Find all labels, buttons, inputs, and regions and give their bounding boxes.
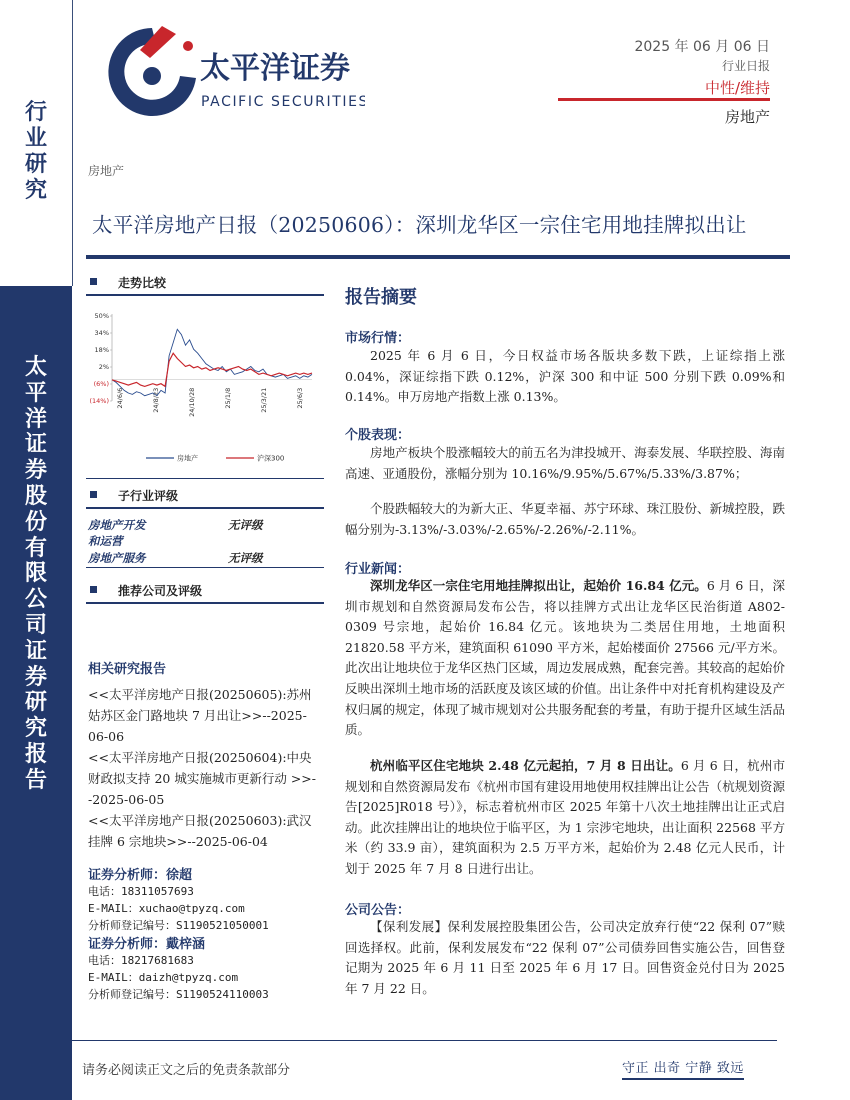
- title-divider: [86, 255, 790, 259]
- analyst-phone: 电话：18217681683: [88, 954, 194, 967]
- sidebar-label-industry-research: 行 业 研 究: [24, 100, 47, 203]
- company-paragraph: 【保利发展】保利发展控股集团公告，公司决定放弃行使“22 保利 07”赎回选择权。此前，保利发展发布“22 保利 07”公司债券回售实施公告，回售登记期为 2025 年 6 月 11 日至 2025 年 6 月 17 日。回售资金兑付日为 2025 年 7 月 22 日。: [345, 919, 785, 996]
- chart-bottom-rule: [86, 478, 324, 479]
- section-bullet-icon: [90, 586, 97, 593]
- stock-paragraph: 房地产板块个股涨幅较大的前五名为津投城开、海泰发展、华联控股、海南高速、亚通股份，涨幅分别为 10.16%/9.95%/5.67%/5.33%/3.87%；: [345, 445, 785, 481]
- analyst-name: 证券分析师：戴梓涵: [88, 937, 206, 952]
- sub-rating-name: 和运营: [88, 534, 123, 548]
- report-type: 行业日报: [721, 59, 770, 73]
- sub-rating-value: 无评级: [228, 551, 263, 565]
- market-paragraph: 2025 年 6 月 6 日，今日权益市场各版块多数下跌，上证综指上涨 0.04%，深证综指下跌 0.12%，沪深 300 和中证 500 分别下跌 0.09%和 0.14%。申万房地产指数上涨 0.13%。: [345, 348, 785, 405]
- chart-x-tick-label: 25/6/3: [296, 387, 304, 409]
- company-heading: 公司公告：: [345, 903, 411, 918]
- chart-series-line: [112, 353, 312, 386]
- section-bullet-icon: [90, 491, 97, 498]
- recommend-heading: 推荐公司及评级: [118, 584, 203, 598]
- chart-x-tick-label: 25/1/8: [224, 387, 232, 409]
- analyst-name: 证券分析师：徐超: [88, 868, 193, 883]
- logo-mark-icon: [100, 20, 365, 130]
- page-title: 太平洋房地产日报（20250606）：深圳龙华区一宗住宅用地挂牌拟出让: [92, 213, 747, 237]
- sub-rating-rule: [86, 507, 324, 509]
- related-report-link[interactable]: <<太平洋房地产日报(20250603):武汉挂牌 6 宗地块>>--2025-06-04: [88, 813, 312, 849]
- footer-divider: [72, 1040, 777, 1041]
- summary-title: 报告摘要: [345, 287, 417, 308]
- analyst-reg-number: 分析师登记编号：S1190521050001: [88, 919, 269, 932]
- footer-motto: 守正 出奇 宁静 致远: [622, 1057, 744, 1080]
- trend-chart: [86, 306, 324, 471]
- news-heading: 行业新闻：: [345, 562, 411, 577]
- chart-x-tick-label: 24/10/28: [188, 387, 196, 417]
- industry-small-label: 房地产: [88, 164, 125, 178]
- analyst-email[interactable]: E-MAIL：xuchao@tpyzq.com: [88, 902, 245, 915]
- chart-y-tick-label: 2%: [98, 363, 109, 371]
- chart-y-tick-label: 18%: [94, 346, 109, 354]
- sub-rating-heading: 子行业评级: [118, 489, 179, 503]
- stock-heading: 个股表现：: [345, 428, 411, 443]
- sidebar-label-company: 太 平 洋 证 券 股 份 有 限 公 司 证 券 研 究 报 告: [24, 355, 47, 793]
- sub-rating-name: 房地产开发: [88, 518, 146, 532]
- svg-text:太平洋证券: 太平洋证券: [200, 51, 350, 86]
- market-heading: 市场行情：: [345, 331, 411, 346]
- recommend-rule: [86, 602, 324, 604]
- trend-rule: [86, 294, 324, 296]
- news-body: 6 月 6 日，杭州市规划和自然资源局发布《杭州市国有建设用地使用权挂牌出让公告（杭规划资源告[2025]R018 号）》，标志着杭州市区 2025 年第十八次土地挂牌出让正式启动。此次挂牌出让的地块位于临平区，为 1 宗涉宅地块，出让面积 22568 平方米（约 33.9 亩），建筑面积为 2.5 万平方米，起始价为 2.48 亿元人民币，计划于 2025 年 7 月 8 日进行出让。: [345, 758, 785, 876]
- trend-heading: 走势比较: [118, 276, 167, 290]
- news-headline: 深圳龙华区一宗住宅用地挂牌拟出让，起始价 16.84 亿元。: [370, 578, 707, 593]
- related-report-link[interactable]: <<太平洋房地产日报(20250605):苏州姑苏区金门路地块 7 月出让>>--2025-06-06: [88, 687, 312, 744]
- chart-x-tick-label: 25/3/21: [260, 387, 268, 413]
- related-reports-heading: 相关研究报告: [88, 662, 167, 677]
- sidebar-bottom-band: [0, 286, 72, 1100]
- chart-y-tick-label: 34%: [94, 329, 109, 337]
- chart-x-tick-label: 24/8/23: [152, 387, 160, 413]
- company-logo: [100, 20, 365, 130]
- svg-text:PACIFIC SECURITIES: PACIFIC SECURITIES: [201, 94, 365, 110]
- news-body: 6 月 6 日，深圳市规划和自然资源局发布公告，将以挂牌方式出让龙华区民治街道 A802-0309 号宗地，起始价 16.84 亿元。该地块为二类居住用地，土地面积 21820.58 平方米，建筑面积 61090 平方米，起始楼面价 27566 元/平方米。此次出让地块位于龙华区热门区域，周边发展成熟，配套完善。其较高的起始价反映出深圳土地市场的活跃度及该区域的价值。出让条件中对托育机构建设及产权归属的规定，体现了城市规划对公共服务配套的考量，有助于提升区域生活品质。: [345, 578, 785, 738]
- news-paragraph: [345, 756, 785, 880]
- chart-y-tick-label: (6%): [93, 380, 109, 388]
- news-paragraph: [345, 576, 785, 741]
- chart-legend-label: 房地产: [177, 454, 198, 463]
- sidebar-top-band: [0, 0, 73, 286]
- sub-rating-name: 房地产服务: [88, 551, 146, 565]
- analyst-email[interactable]: E-MAIL：daizh@tpyzq.com: [88, 971, 239, 984]
- chart-y-tick-label: 50%: [94, 312, 109, 320]
- related-report-link[interactable]: <<太平洋房地产日报(20250604):中央财政拟支持 20 城实施城市更新行动 >>--2025-06-05: [88, 750, 316, 807]
- chart-x-tick-label: 24/6/6: [116, 387, 124, 409]
- footer-disclaimer: 请务必阅读正文之后的免责条款部分: [82, 1063, 291, 1078]
- industry-rating: 中性/维持: [704, 79, 770, 97]
- analyst-reg-number: 分析师登记编号：S1190524110003: [88, 988, 269, 1001]
- rating-underline: [558, 98, 770, 101]
- stock-paragraph: 个股跌幅较大的为新大正、华夏幸福、苏宁环球、珠江股份、新城控股，跌幅分别为-3.13%/-3.03%/-2.65%/-2.26%/-2.11%。: [345, 501, 785, 537]
- chart-legend-label: 沪深300: [257, 454, 285, 463]
- report-date: 2025 年 06 月 06 日: [634, 39, 770, 55]
- section-bullet-icon: [90, 278, 97, 285]
- news-headline: 杭州临平区住宅地块 2.48 亿元起拍，7 月 8 日出让。: [370, 758, 681, 773]
- analyst-phone: 电话：18311057693: [88, 885, 194, 898]
- chart-y-tick-label: (14%): [89, 397, 109, 405]
- sub-rating-bottom-rule: [86, 567, 324, 568]
- industry-label: 房地产: [724, 108, 770, 126]
- sub-rating-value: 无评级: [228, 518, 263, 532]
